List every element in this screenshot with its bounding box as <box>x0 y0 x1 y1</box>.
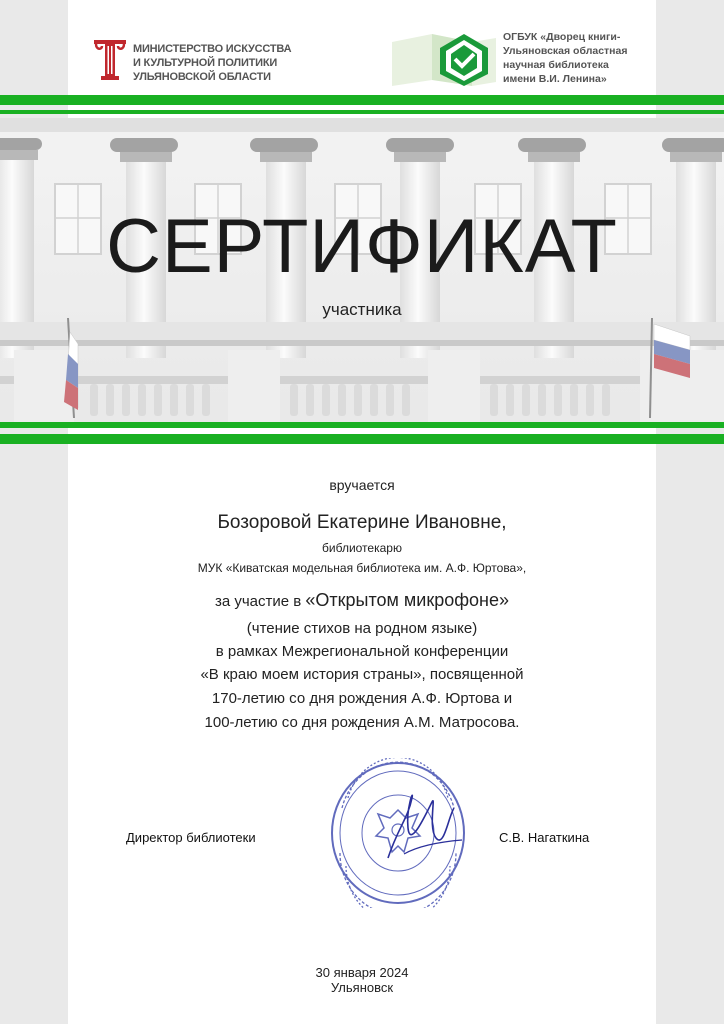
bottom-stripe-2 <box>0 434 724 444</box>
top-stripe-1 <box>0 95 724 105</box>
event-name: «Открытом микрофоне» <box>305 590 510 610</box>
signature-role: Директор библиотеки <box>126 830 256 845</box>
event-line-5: 100-летию со дня рождения А.М. Матросова. <box>204 714 520 731</box>
awarded-text: вручается <box>329 477 395 493</box>
header <box>0 0 724 95</box>
recipient-name: Бозоровой Екатерине Ивановне, <box>217 512 507 533</box>
official-stamp-icon <box>328 758 468 908</box>
issue-date: 30 января 2024 <box>315 965 409 980</box>
event-line-2: в рамках Межрегиональной конференции <box>215 643 509 660</box>
library-name: ОГБУК «Дворец книги- Ульяновская областная научная библиотека имени В.И. Ленина» <box>503 31 628 85</box>
ministry-name: МИНИСТЕРСТВО ИСКУССТВА И КУЛЬТУРНОЙ ПОЛИТИКИ УЛЬЯНОВСКОЙ ОБЛАСТИ <box>133 43 292 83</box>
participation-line <box>0 590 724 611</box>
participation-prefix: за участие в <box>214 593 306 610</box>
event-line-1: (чтение стихов на родном языке) <box>246 620 478 637</box>
issue-city: Ульяновск <box>330 980 394 995</box>
ministry-emblem-icon <box>92 36 128 82</box>
top-stripe-2 <box>0 110 724 114</box>
certificate-title: СЕРТИФИКАТ <box>106 204 618 289</box>
recipient-organization: МУК «Киватская модельная библиотека им. А.Ф. Юртова», <box>197 561 527 575</box>
library-logo-icon <box>392 28 496 86</box>
event-line-3: «В краю моем история страны», посвященной <box>200 666 524 683</box>
bottom-stripe-1 <box>0 422 724 428</box>
event-line-4: 170-летию со дня рождения А.Ф. Юртова и <box>211 690 513 707</box>
signature-name: С.В. Нагаткина <box>499 830 590 845</box>
recipient-position: библиотекарю <box>322 541 402 555</box>
certificate-subtitle: участника <box>322 300 402 319</box>
